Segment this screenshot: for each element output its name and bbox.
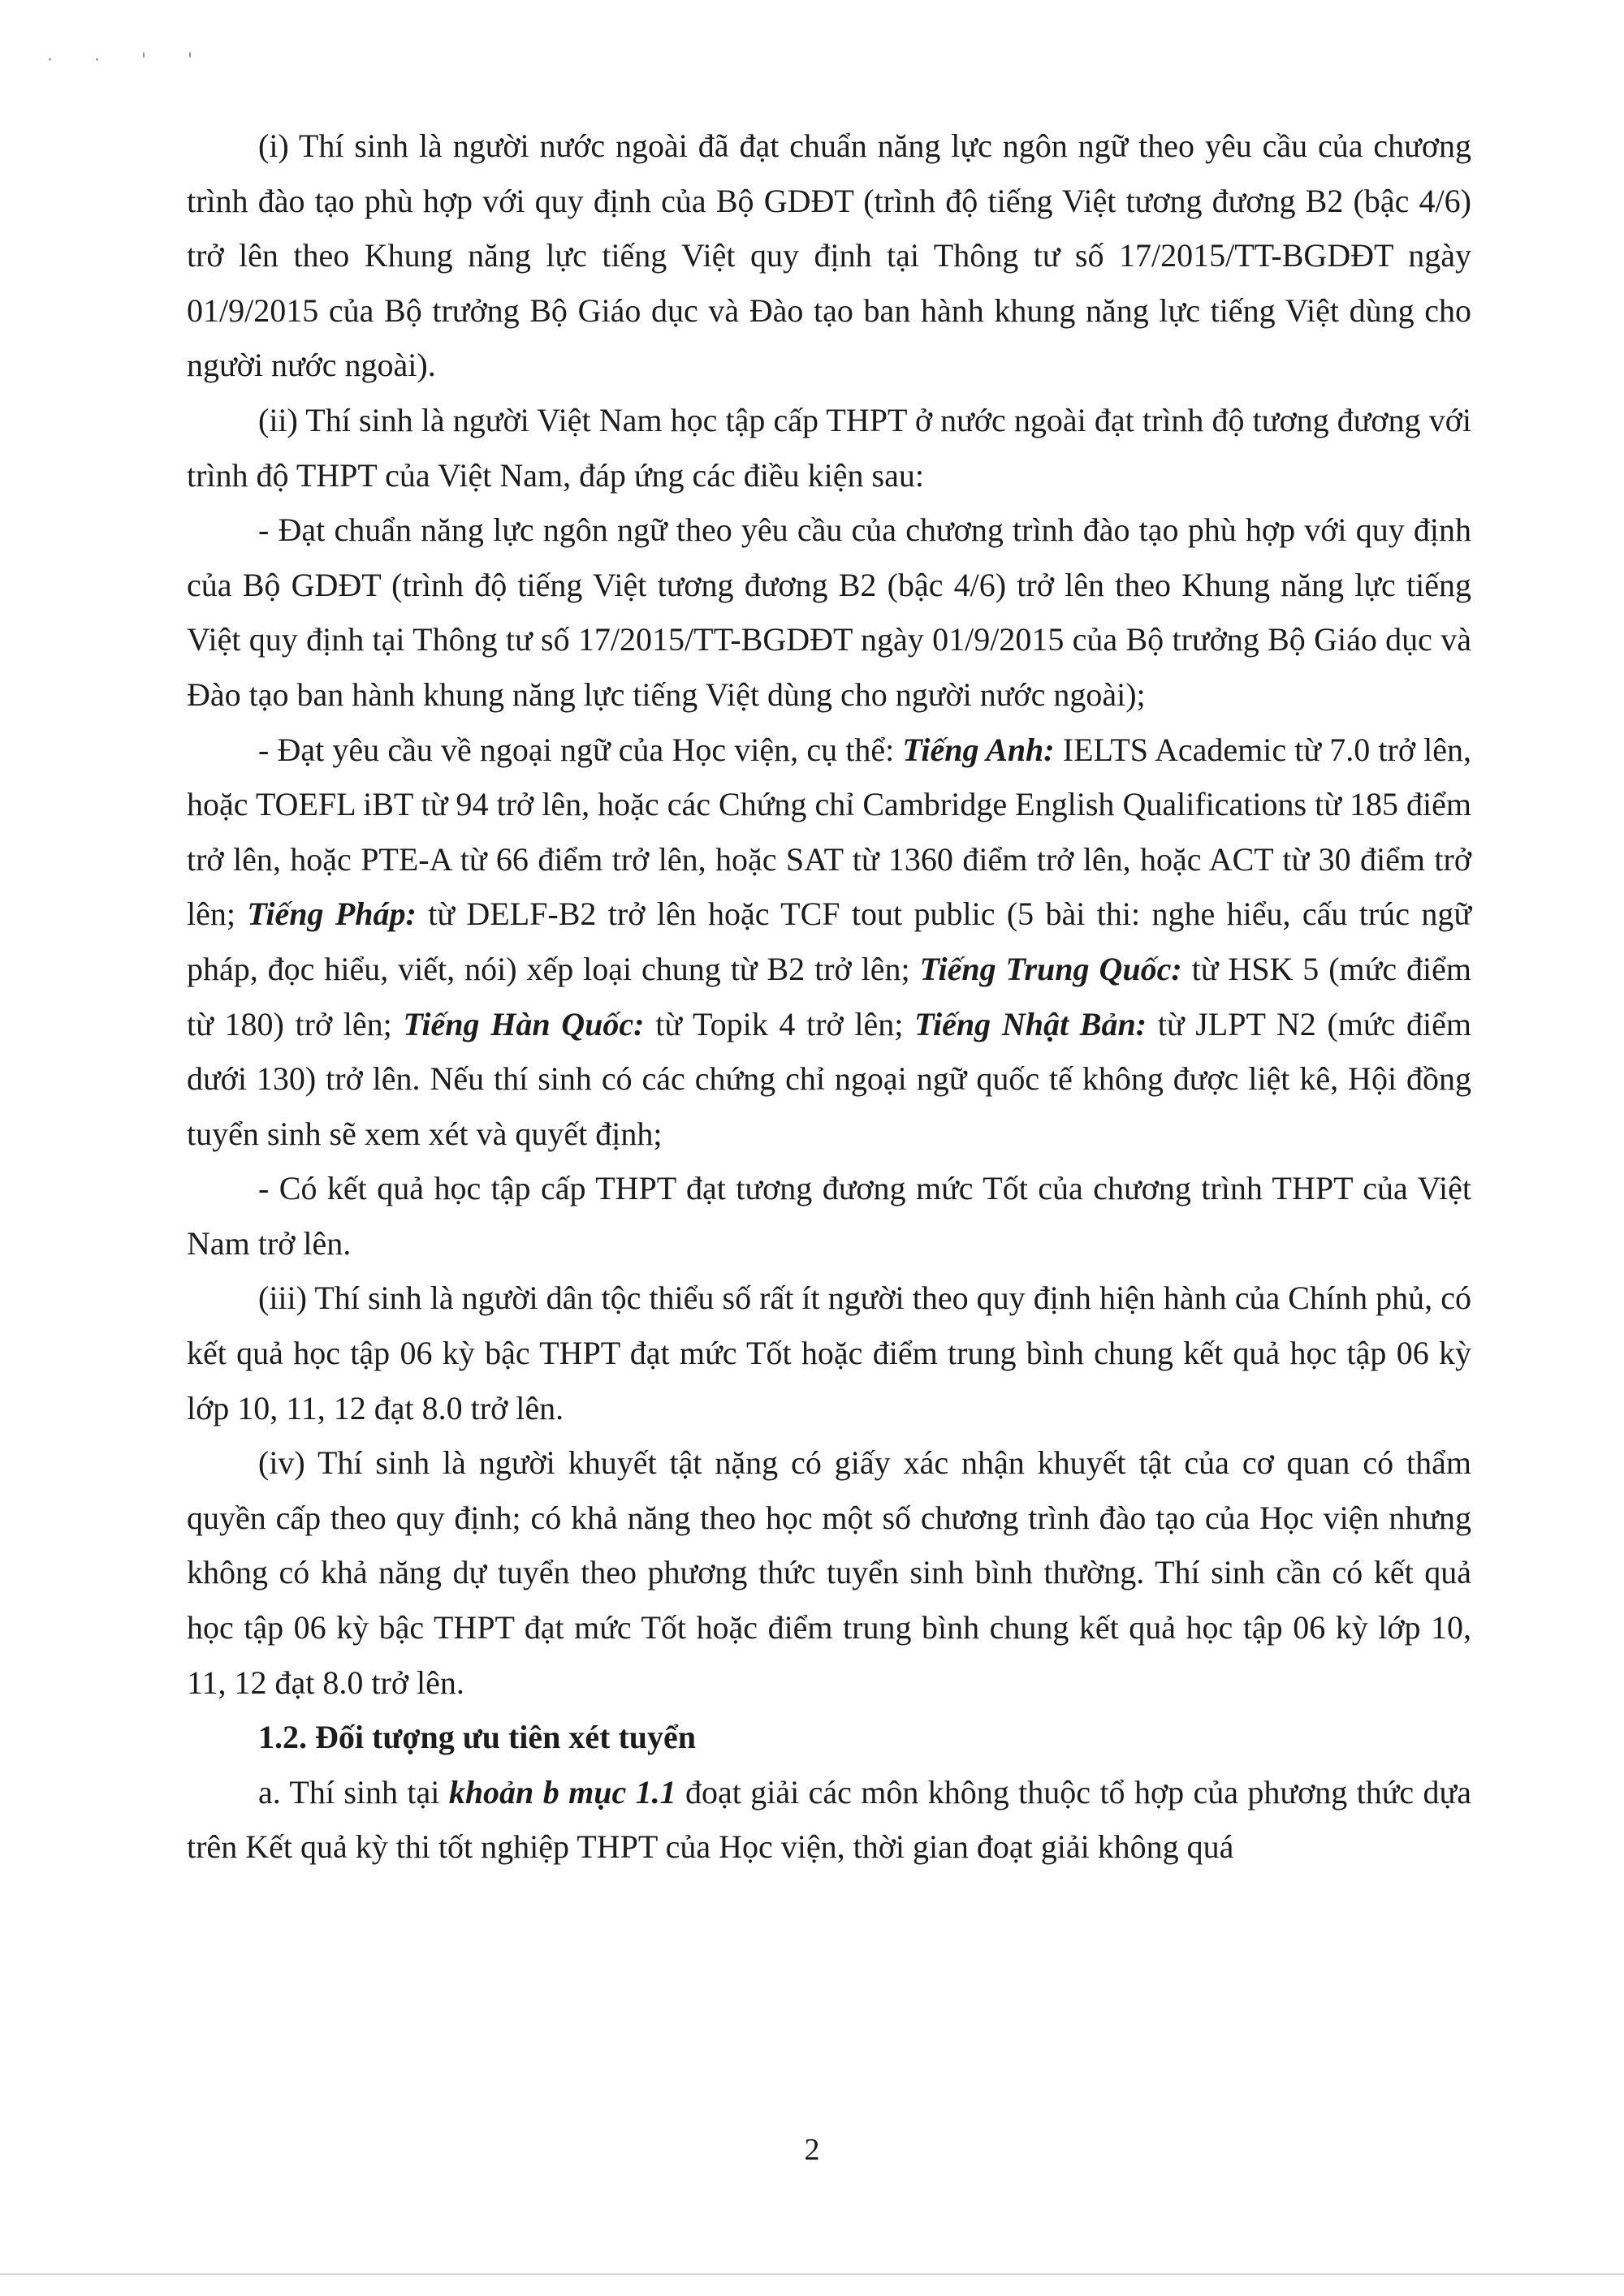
paragraph-ii-condition-1: - Đạt chuẩn năng lực ngôn ngữ theo yêu cầu của chương trình đào tạo phù hợp với quy định của Bộ GDĐT (trình độ tiếng Việt tương đương B2 (bậc 4/6) trở lên theo Khung năng lực tiếng Việt quy định tại Thông tư số 17/2015/TT-BGDĐT ngày 01/9/2015 của Bộ trưởng Bộ Giáo dục và Đào tạo ban hành khung năng lực tiếng Việt dùng cho người nước ngoài); xyxy=(187,511,1471,713)
page-number: 2 xyxy=(804,2133,820,2167)
paragraph-ii-condition-2 xyxy=(187,723,1471,1162)
language-label-french: Tiếng Pháp: xyxy=(247,896,417,933)
scan-edge-line xyxy=(0,2273,1624,2275)
text-run: đoạt giải các môn không thuộc tổ hợp của phương thức dựa trên Kết quả kỳ thi tốt nghiệp THPT của Học viện, thời gian đoạt giải không quá xyxy=(187,1773,1471,1866)
paragraph-i: (i) Thí sinh là người nước ngoài đã đạt chuẩn năng lực ngôn ngữ theo yêu cầu của chương trình đào tạo phù hợp với quy định của Bộ GDĐT (trình độ tiếng Việt tương đương B2 (bậc 4/6) trở lên theo Khung năng lực tiếng Việt quy định tại Thông tư số 17/2015/TT-BGDĐT ngày 01/9/2015 của Bộ trưởng Bộ Giáo dục và Đào tạo ban hành khung năng lực tiếng Việt dùng cho người nước ngoài). xyxy=(187,127,1471,384)
language-label-korean: Tiếng Hàn Quốc: xyxy=(403,1005,645,1042)
scan-specks: · · ' ' xyxy=(47,50,211,71)
text-run: a. Thí sinh tại xyxy=(258,1773,449,1810)
language-label-chinese: Tiếng Trung Quốc: xyxy=(919,950,1182,987)
language-label-japanese: Tiếng Nhật Bản: xyxy=(914,1005,1147,1042)
paragraph-iii: (iii) Thí sinh là người dân tộc thiểu số rất ít người theo quy định hiện hành của Chính phủ, có kết quả học tập 06 kỳ bậc THPT đạt mức Tốt hoặc điểm trung bình chung kết quả học tập 06 kỳ lớp 10, 11, 12 đạt 8.0 trở lên. xyxy=(187,1280,1471,1426)
paragraph-iv: (iv) Thí sinh là người khuyết tật nặng có giấy xác nhận khuyết tật của cơ quan có thẩm quyền cấp theo quy định; có khả năng theo học một số chương trình đào tạo của Học viện nhưng không có khả năng dự tuyển theo phương thức tuyển sinh bình thường. Thí sinh cần có kết quả học tập 06 kỳ bậc THPT đạt mức Tốt hoặc điểm trung bình chung kết quả học tập 06 kỳ lớp 10, 11, 12 đạt 8.0 trở lên. xyxy=(187,1444,1471,1701)
document-body xyxy=(187,119,1471,1875)
text-run: từ HSK 5 (mức điểm từ 180) trở lên; xyxy=(187,950,1471,1042)
language-label-english: Tiếng Anh: xyxy=(902,731,1055,768)
text-run: IELTS Academic từ 7.0 trở lên, hoặc TOEFL iBT từ 94 trở lên, hoặc các Chứng chỉ Cambridge English Qualifications từ 185 điểm trở lên, hoặc PTE-A từ 66 điểm trở lên, hoặc SAT từ 1360 điểm trở lên, hoặc ACT từ 30 điểm trở lên; xyxy=(187,731,1472,933)
text-run: - Đạt yêu cầu về ngoại ngữ của Học viện, cụ thể: xyxy=(258,731,903,768)
section-heading: 1.2. Đối tượng ưu tiên xét tuyển xyxy=(258,1719,697,1756)
paragraph-a xyxy=(187,1765,1471,1875)
paragraph-ii: (ii) Thí sinh là người Việt Nam học tập cấp THPT ở nước ngoài đạt trình độ tương đương với trình độ THPT của Việt Nam, đáp ứng các điều kiện sau: xyxy=(187,401,1471,494)
section-reference: khoản b mục 1.1 xyxy=(448,1773,676,1810)
paragraph-ii-condition-3: - Có kết quả học tập cấp THPT đạt tương đương mức Tốt của chương trình THPT của Việt Nam trở lên. xyxy=(187,1170,1471,1262)
text-run: từ Topik 4 trở lên; xyxy=(644,1005,915,1042)
text-run: từ JLPT N2 (mức điểm dưới 130) trở lên. Nếu thí sinh có các chứng chỉ ngoại ngữ quốc tế không được liệt kê, Hội đồng tuyển sinh sẽ xem xét và quyết định; xyxy=(187,1005,1471,1152)
text-run: từ DELF-B2 trở lên hoặc TCF tout public (5 bài thi: nghe hiểu, cấu trúc ngữ pháp, đọc hiểu, viết, nói) xếp loại chung từ B2 trở lên; xyxy=(187,896,1472,987)
